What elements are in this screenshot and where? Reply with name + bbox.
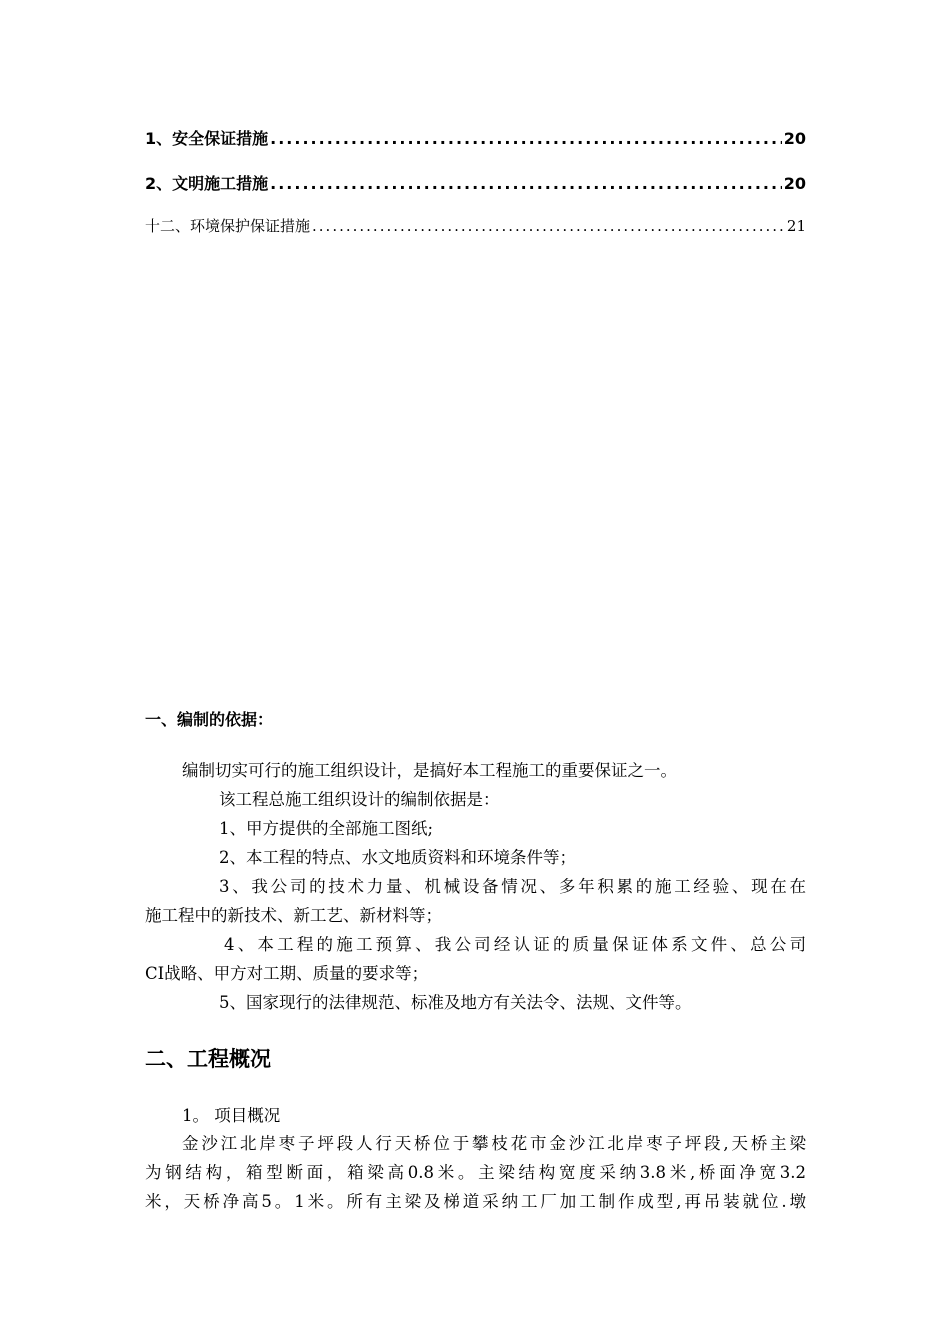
paragraph-line: 米，天桥净高5。1米。所有主梁及梯道采纳工厂加工制作成型,再吊装就位.墩 bbox=[145, 1192, 806, 1211]
paragraph-line: 为钢结构，箱型断面，箱梁高0.8米。主梁结构宽度采纳3.8米,桥面净宽3.2 bbox=[145, 1163, 806, 1182]
toc-leader-dots bbox=[270, 129, 782, 148]
paragraph-line: 金沙江北岸枣子坪段人行天桥位于攀枝花市金沙江北岸枣子坪段,天桥主梁 bbox=[182, 1134, 806, 1153]
toc-entry[interactable] bbox=[145, 215, 806, 236]
toc-entry-title: 十二、环境保护保证措施 bbox=[145, 217, 311, 235]
list-item: 5、国家现行的法律规范、标准及地方有关法令、法规、文件等。 bbox=[219, 993, 692, 1012]
paragraph-line: 该工程总施工组织设计的编制依据是： bbox=[219, 790, 500, 809]
list-item-continuation: 施工程中的新技术、新工艺、新材料等； bbox=[145, 906, 442, 925]
toc-leader-dots bbox=[270, 174, 782, 193]
toc-entry-page: 20 bbox=[783, 174, 806, 193]
toc-entry-page: 20 bbox=[783, 129, 806, 148]
toc-leader-dots bbox=[312, 217, 785, 235]
section-heading: 二、工程概况 bbox=[145, 1047, 271, 1071]
paragraph-line: 编制切实可行的施工组织设计，是搞好本工程施工的重要保证之一。 bbox=[182, 761, 677, 780]
toc-entry-title: 1、安全保证措施 bbox=[145, 129, 269, 148]
list-item: 4、本工程的施工预算、我公司经认证的质量保证体系文件、总公司 bbox=[224, 935, 806, 954]
list-item: 3、我公司的技术力量、机械设备情况、多年积累的施工经验、现在在 bbox=[219, 877, 806, 896]
toc-entry-title: 2、文明施工措施 bbox=[145, 174, 269, 193]
toc-entry[interactable] bbox=[145, 171, 806, 194]
list-item: 1、甲方提供的全部施工图纸; bbox=[219, 819, 434, 838]
subsection-heading: 1。 项目概况 bbox=[182, 1106, 281, 1125]
section-heading: 一、编制的依据： bbox=[145, 710, 274, 729]
toc-entry-page: 21 bbox=[786, 217, 806, 235]
toc-entry[interactable] bbox=[145, 126, 806, 149]
list-item: 2、本工程的特点、水文地质资料和环境条件等； bbox=[219, 848, 576, 867]
list-item-continuation: CI战略、甲方对工期、质量的要求等； bbox=[145, 964, 429, 983]
